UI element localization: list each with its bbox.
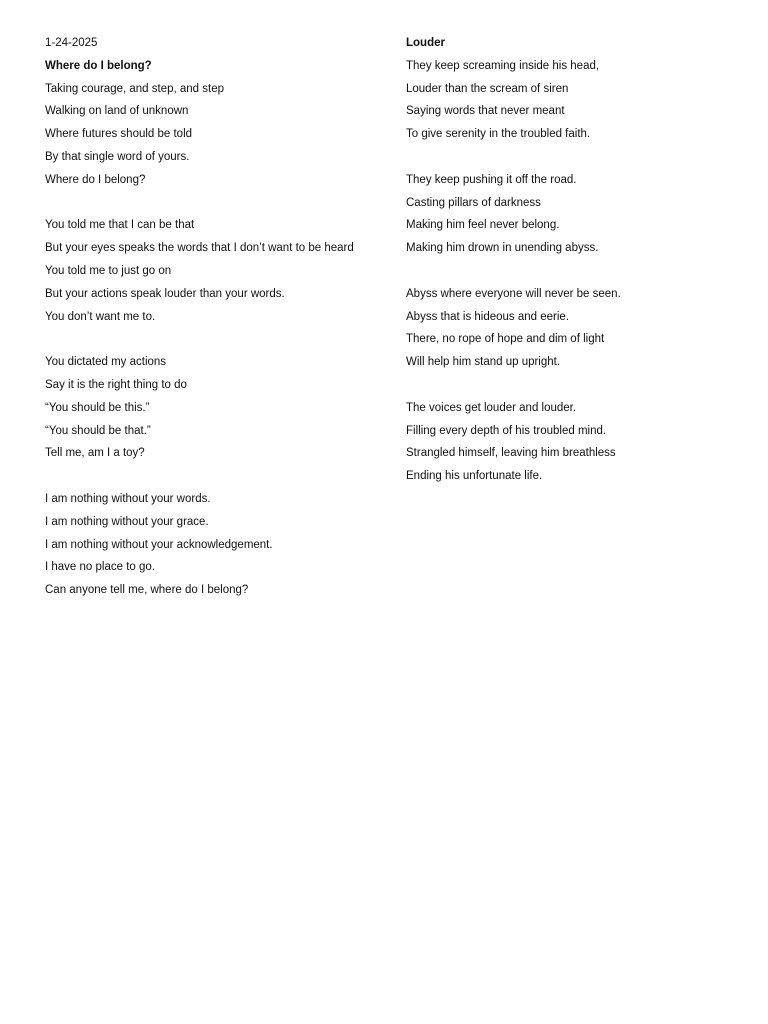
poem-title: Where do I belong? bbox=[45, 59, 152, 72]
poem-line: Can anyone tell me, where do I belong? bbox=[45, 584, 249, 597]
poem-line: Louder than the scream of siren bbox=[406, 82, 569, 95]
poem-line: I am nothing without your words. bbox=[45, 492, 211, 505]
poem-body bbox=[45, 82, 365, 598]
poem-line: To give serenity in the troubled faith. bbox=[406, 128, 591, 141]
poem-line: “You should be that.” bbox=[45, 424, 151, 437]
poem-line: But your eyes speaks the words that I don’t want to be heard bbox=[45, 242, 354, 255]
stanza-break bbox=[406, 150, 726, 164]
poem-line: Casting pillars of darkness bbox=[406, 196, 541, 209]
poem-body bbox=[406, 59, 726, 483]
poem-line: Abyss where everyone will never be seen. bbox=[406, 287, 621, 300]
poem-line: By that single word of yours. bbox=[45, 150, 190, 163]
stanza-break bbox=[406, 264, 726, 278]
poem-line: But your actions speak louder than your words. bbox=[45, 287, 285, 300]
poem-line: Will help him stand up upright. bbox=[406, 356, 561, 369]
stanza-break bbox=[406, 378, 726, 392]
poem-line: Ending his unfortunate life. bbox=[406, 470, 543, 483]
poem-line: “You should be this.” bbox=[45, 401, 150, 414]
poem-where-do-i-belong bbox=[45, 36, 365, 606]
stanza-break bbox=[45, 332, 365, 346]
poem-line: Filling every depth of his troubled mind. bbox=[406, 424, 607, 437]
poem-line: Abyss that is hideous and eerie. bbox=[406, 310, 570, 323]
poem-line: Where futures should be told bbox=[45, 128, 193, 141]
poem-line: They keep pushing it off the road. bbox=[406, 173, 577, 186]
poem-line: You told me that I can be that bbox=[45, 219, 195, 232]
poem-date: 1-24-2025 bbox=[45, 37, 98, 49]
poem-line: I am nothing without your acknowledgement. bbox=[45, 538, 273, 551]
poem-title: Louder bbox=[406, 37, 445, 49]
poem-line: Strangled himself, leaving him breathless bbox=[406, 447, 616, 460]
poem-line: Tell me, am I a toy? bbox=[45, 447, 145, 460]
poem-line: Taking courage, and step, and step bbox=[45, 82, 225, 95]
poem-line: Saying words that never meant bbox=[406, 105, 565, 118]
poem-line: You told me to just go on bbox=[45, 264, 172, 277]
poem-louder bbox=[406, 36, 726, 492]
poem-line: Say it is the right thing to do bbox=[45, 378, 187, 391]
poem-line: Walking on land of unknown bbox=[45, 105, 189, 118]
poem-line: Making him drown in unending abyss. bbox=[406, 242, 599, 255]
poem-line: I am nothing without your grace. bbox=[45, 515, 209, 528]
poem-line: They keep screaming inside his head, bbox=[406, 59, 600, 72]
stanza-break bbox=[45, 469, 365, 483]
poem-line: There, no rope of hope and dim of light bbox=[406, 333, 605, 346]
poem-line: The voices get louder and louder. bbox=[406, 401, 577, 414]
poem-line: Making him feel never belong. bbox=[406, 219, 560, 232]
poem-line: You don’t want me to. bbox=[45, 310, 156, 323]
stanza-break bbox=[45, 196, 365, 210]
poem-line: I have no place to go. bbox=[45, 561, 155, 574]
poem-line: Where do I belong? bbox=[45, 173, 146, 186]
poem-line: You dictated my actions bbox=[45, 356, 167, 369]
